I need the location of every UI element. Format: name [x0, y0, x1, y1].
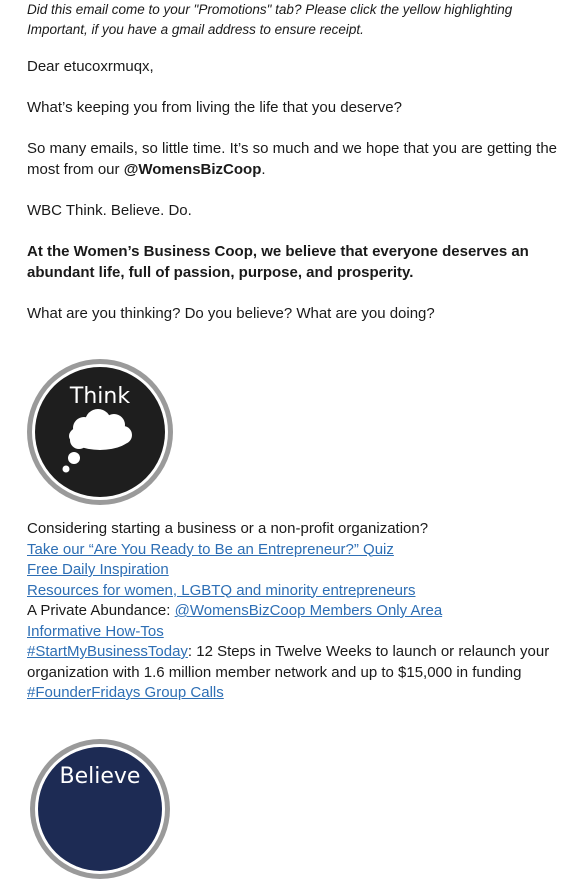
greeting: Dear etucoxrmuqx, [27, 58, 154, 75]
believe-badge-graphic [29, 738, 171, 880]
intro-period: . [261, 160, 266, 178]
prompt-text: What are you thinking? Do you believe? What are you doing? [27, 305, 435, 322]
belief-statement: At the Women’s Business Coop, we believe that everyone deserves an abundant life, full of passion, purpose, and prosperity. [27, 243, 529, 281]
start-business-line [27, 642, 557, 683]
think-lead: Considering starting a business or a non-profit organization? [27, 520, 429, 537]
how-tos-link[interactable]: Informative How-Tos [27, 622, 164, 640]
start-business-text: : 12 Steps in Twelve Weeks to launch or relaunch your organization with 1.6 million member network and up to $15,000 in funding [27, 643, 550, 681]
members-line [27, 601, 557, 622]
members-prefix: A Private Abundance: [27, 602, 175, 619]
handle-text: @WomensBizCoop [123, 160, 262, 178]
promotions-notice: Did this email come to your "Promotions" tab? Please click the yellow highlighting Important, if you have a gmail address to ensure receipt. [27, 2, 513, 37]
think-badge-graphic [26, 358, 174, 506]
resources-link[interactable]: Resources for women, LGBTQ and minority entrepreneurs [27, 581, 416, 599]
members-area-link[interactable]: @WomensBizCoop Members Only Area [174, 602, 443, 619]
quiz-link[interactable]: Take our “Are You Ready to Be an Entrepreneur?” Quiz [27, 540, 394, 558]
think-badge-label: Think [69, 384, 131, 409]
believe-badge [29, 738, 171, 880]
founder-fridays-link[interactable]: #FounderFridays Group Calls [27, 684, 224, 701]
think-section [27, 519, 557, 704]
think-badge [26, 358, 174, 506]
intro-text: So many emails, so little time. It’s so much and we hope that you are getting the most from our [27, 140, 558, 178]
tagline: WBC Think. Believe. Do. [27, 202, 192, 219]
believe-badge-label: Believe [59, 764, 141, 789]
question-text: What’s keeping you from living the life that you deserve? [27, 99, 402, 116]
daily-inspiration-link[interactable]: Free Daily Inspiration [27, 561, 169, 578]
intro-paragraph [27, 139, 557, 180]
start-my-business-link[interactable]: #StartMyBusinessToday [27, 643, 188, 660]
